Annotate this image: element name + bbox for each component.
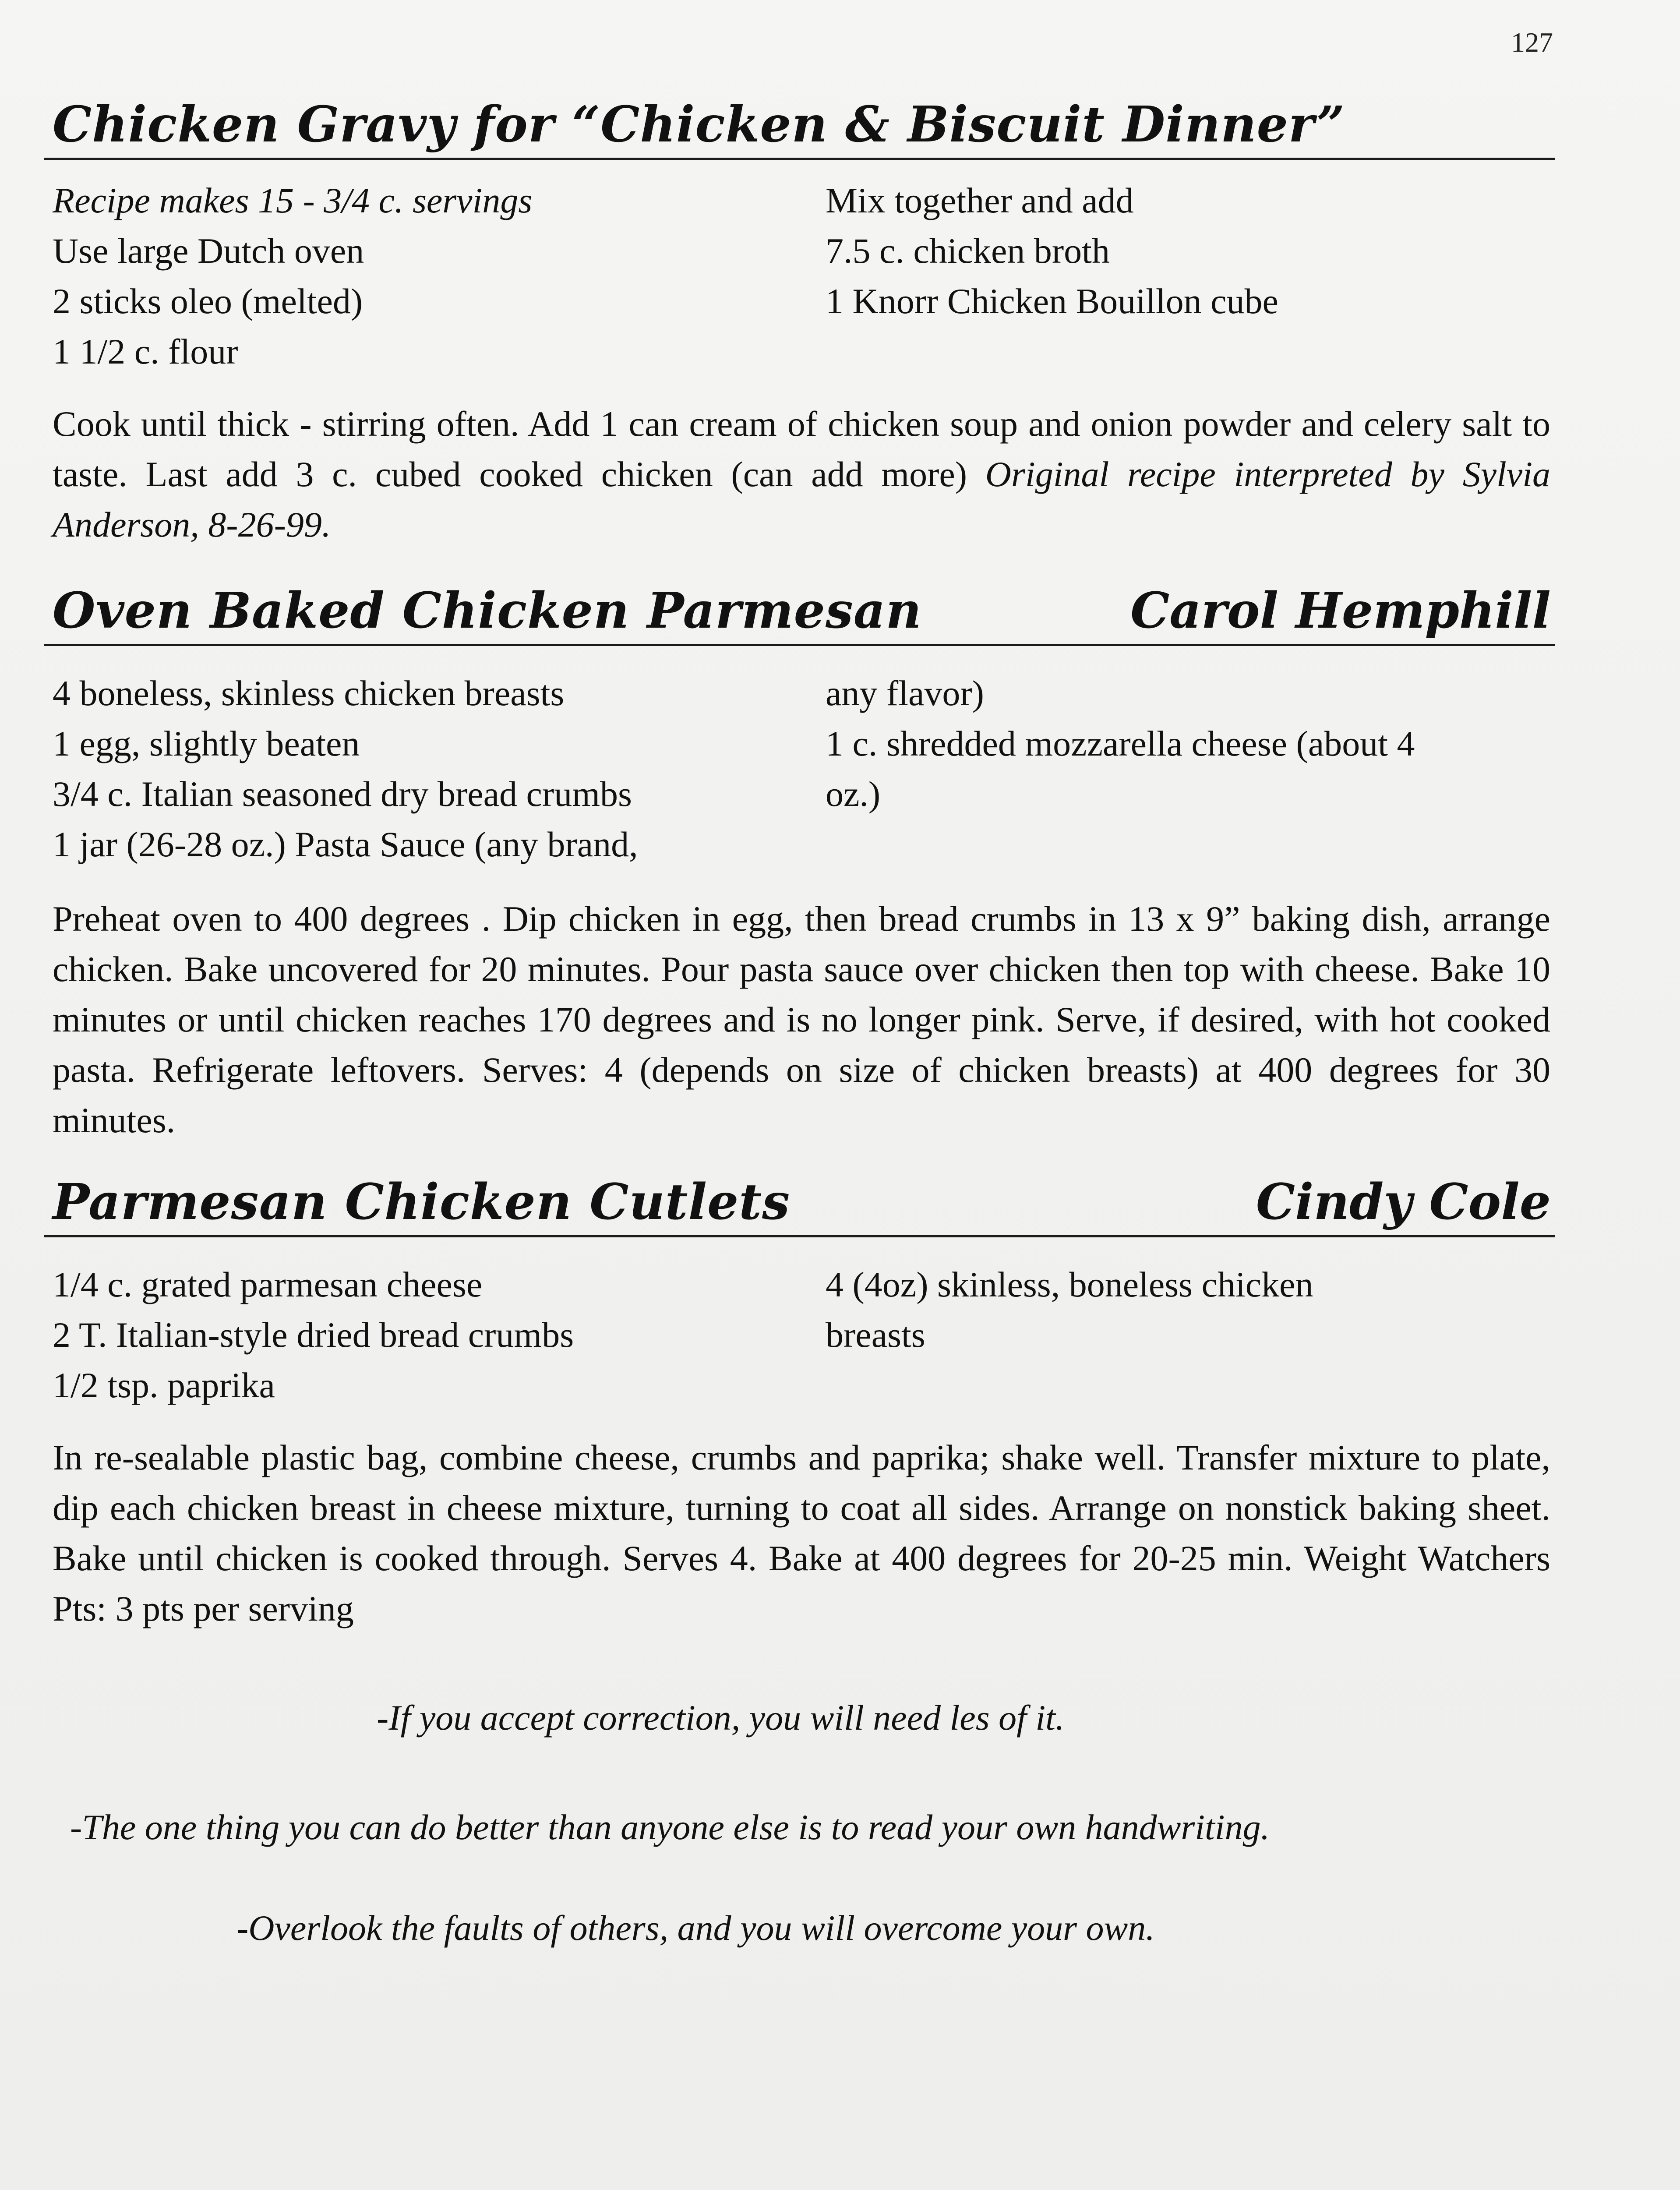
ingredients-left-column	[53, 175, 532, 377]
quote: -If you accept correction, you will need les of it.	[377, 1698, 1065, 1738]
ingredient-line: 4 boneless, skinless chicken breasts	[53, 673, 565, 713]
recipe-title: Chicken Gravy for “Chicken & Biscuit Dinner”	[53, 96, 1345, 153]
ingredient-line: 1 Knorr Chicken Bouillon cube	[826, 281, 1278, 321]
ingredients-right-column	[826, 175, 1278, 326]
recipe-directions: In re-sealable plastic bag, combine cheese, crumbs and paprika; shake well. Transfer mixture to plate, dip each chicken breast in cheese mixture, turning to coat all sides. Arrange on nonstick baking sheet. Bake until chicken is cooked through. Serves 4. Bake at 400 degrees for 20-25 min. Weight Watchers Pts: 3 pts per serving	[53, 1438, 1550, 1628]
ingredient-line: 1 jar (26-28 oz.) Pasta Sauce (any brand,	[53, 824, 638, 864]
ingredient-line: 3/4 c. Italian seasoned dry bread crumbs	[53, 774, 632, 814]
ingredient-line: any flavor)	[826, 673, 984, 713]
recipe-directions	[53, 399, 1550, 550]
quote: -Overlook the faults of others, and you will overcome your own.	[236, 1908, 1155, 1948]
ingredient-line: 1 egg, slightly beaten	[53, 724, 360, 763]
ingredient-line: 2 T. Italian-style dried bread crumbs	[53, 1315, 574, 1355]
ingredient-line: 4 (4oz) skinless, boneless chicken	[826, 1265, 1313, 1304]
ingredient-line: 1/2 tsp. paprika	[53, 1365, 275, 1405]
ingredient-line: Use large Dutch oven	[53, 231, 364, 271]
recipe-directions: Preheat oven to 400 degrees . Dip chicken in egg, then bread crumbs in 13 x 9” baking dish, arrange chicken. Bake uncovered for 20 minutes. Pour pasta sauce over chicken then top with cheese. Bake 10 minutes or until chicken reaches 170 degrees and is no longer pink. Serve, if desired, with hot cooked pasta. Refrigerate leftovers. Serves: 4 (depends on size of chicken breasts) at 400 degrees for 30 minutes.	[53, 899, 1550, 1140]
ingredients-right-column	[826, 668, 1415, 819]
ingredient-line: 2 sticks oleo (melted)	[53, 281, 363, 321]
recipe-title: Parmesan Chicken Cutlets	[53, 1173, 791, 1231]
page-number: 127	[1511, 27, 1553, 58]
ingredients-left-column	[53, 1259, 574, 1410]
recipe-heading	[44, 1156, 1555, 1237]
ingredient-line: 1/4 c. grated parmesan cheese	[53, 1265, 483, 1304]
ingredient-line: 1 c. shredded mozzarella cheese (about 4	[826, 724, 1415, 763]
ingredients-right-column	[826, 1259, 1313, 1360]
ingredient-line: 1 1/2 c. flour	[53, 332, 238, 371]
quote: -The one thing you can do better than anyone else is to read your own handwriting.	[70, 1807, 1270, 1847]
ingredient-line: breasts	[826, 1315, 925, 1355]
recipe-heading	[44, 565, 1555, 646]
ingredient-line: oz.)	[826, 774, 881, 814]
recipe-author: Carol Hemphill	[1130, 582, 1551, 639]
recipe-title: Oven Baked Chicken Parmesan	[53, 582, 922, 639]
directions-credit: Original recipe interpreted by Sylvia Anderson, 8-26-99.	[53, 454, 1550, 544]
recipe-heading	[44, 79, 1555, 160]
ingredient-line: Recipe makes 15 - 3/4 c. servings	[53, 180, 533, 220]
directions-text: Cook until thick - stirring often. Add 1 can cream of chicken soup and onion powder and celery salt to taste. Last add 3 c. cubed cooked chicken (can add more)	[53, 404, 1550, 494]
ingredient-line: Mix together and add	[826, 180, 1134, 220]
recipe-author: Cindy Cole	[1256, 1173, 1551, 1231]
ingredients-left-column	[53, 668, 638, 869]
ingredient-line: 7.5 c. chicken broth	[826, 231, 1110, 271]
